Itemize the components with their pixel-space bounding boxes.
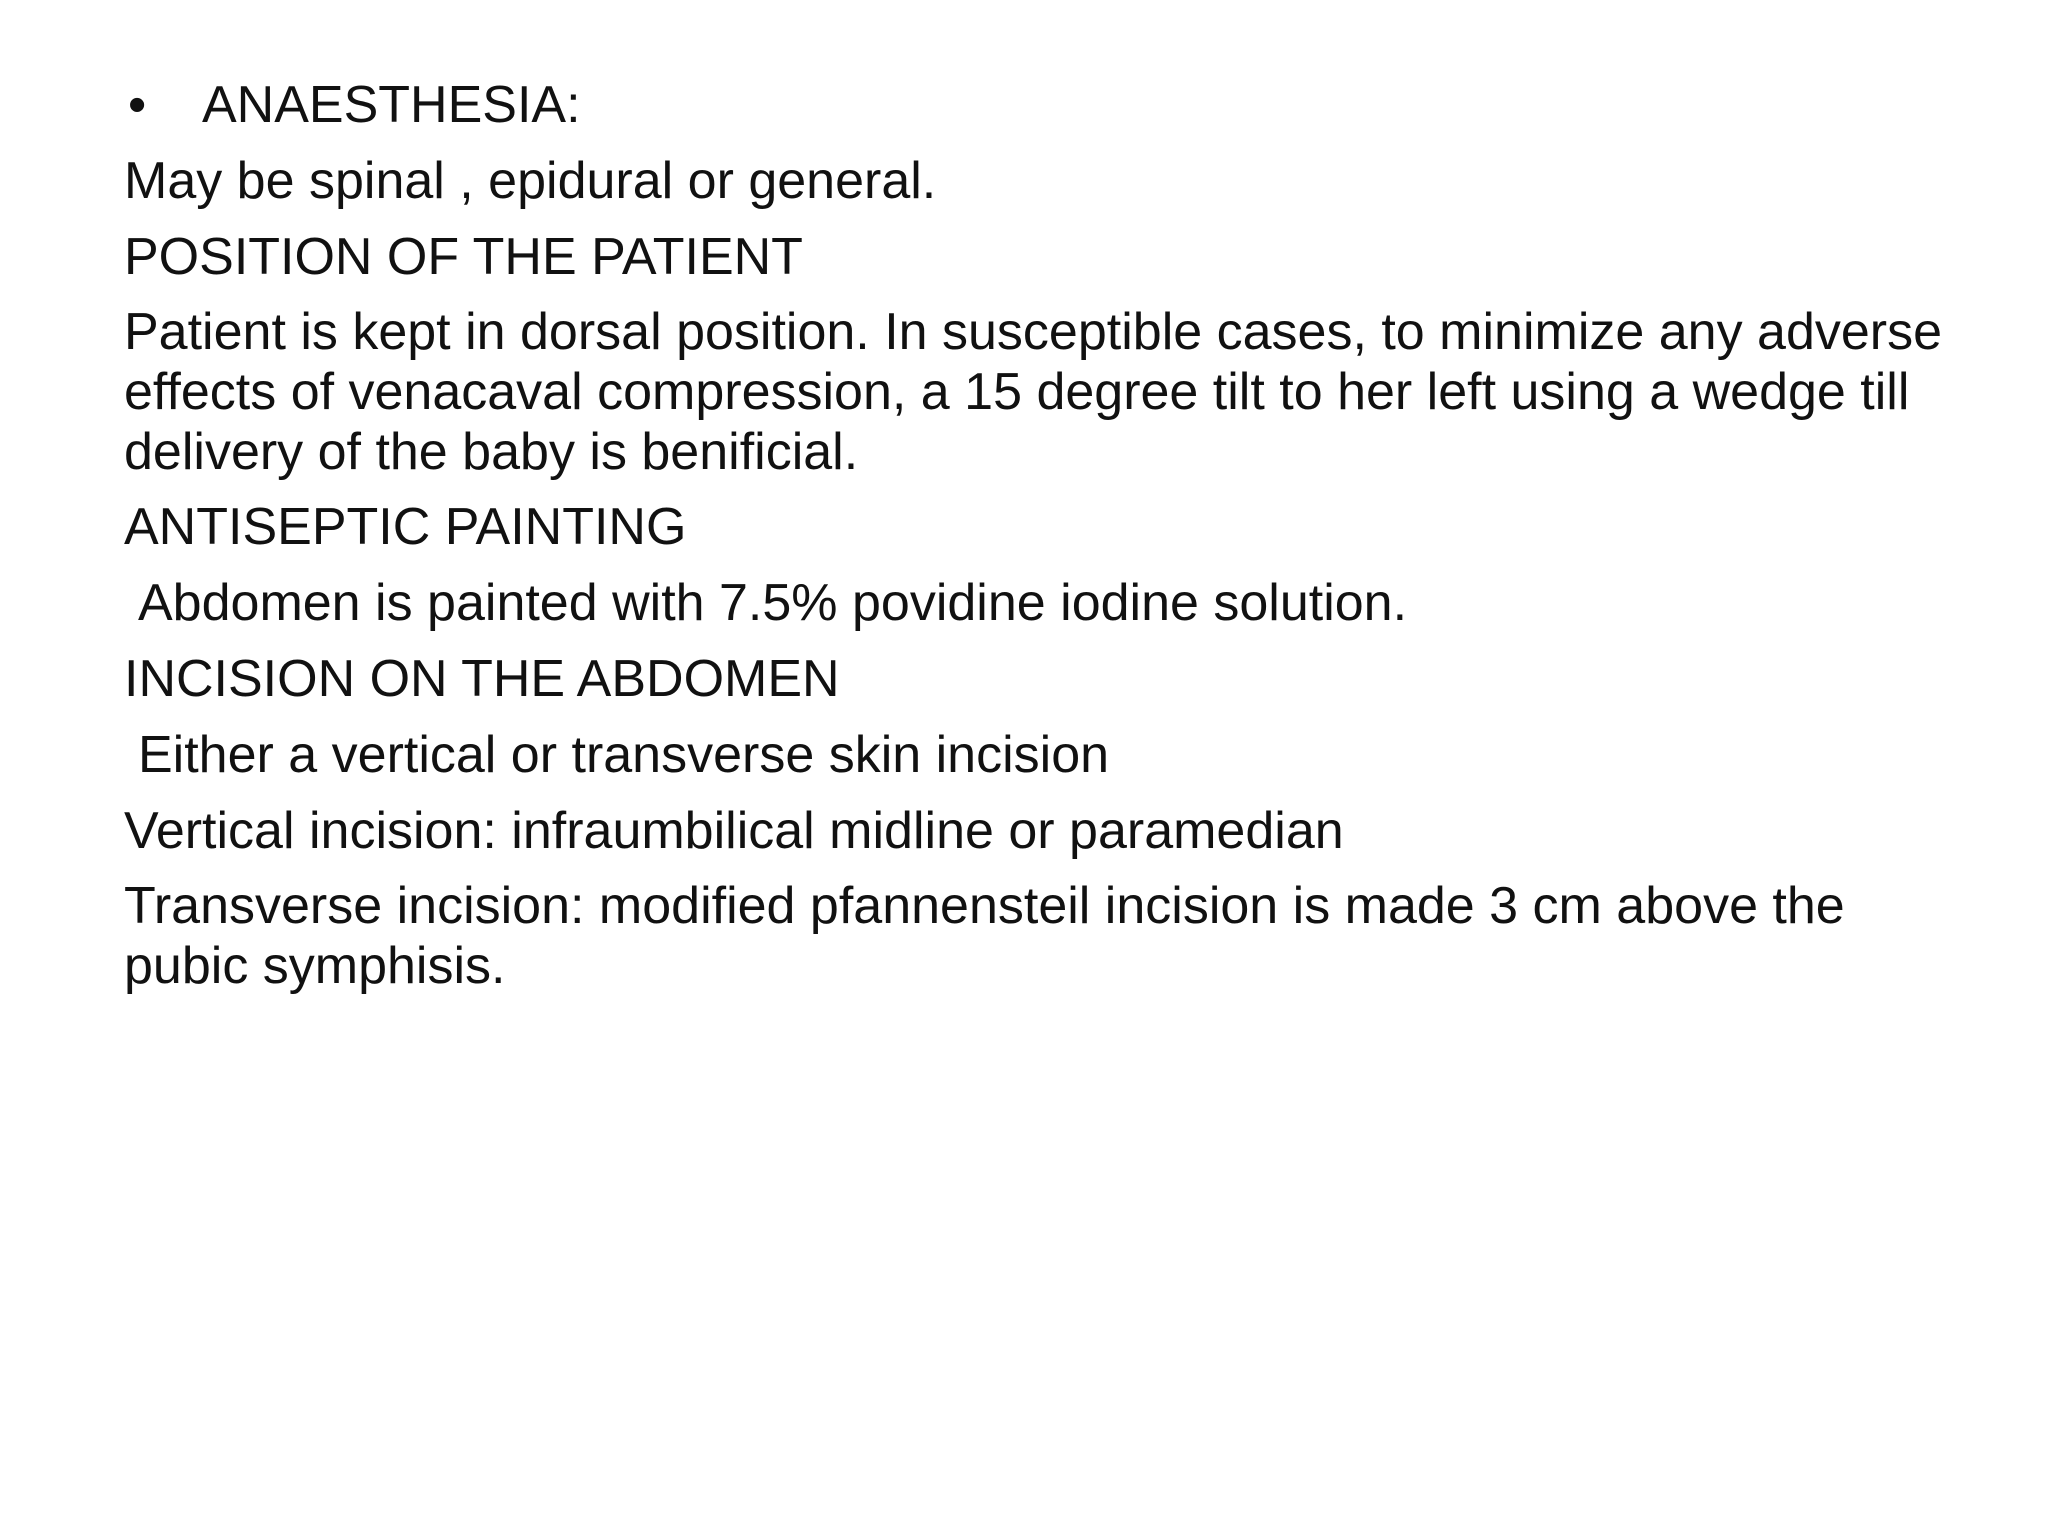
incision-text: Either a vertical or transverse skin incision	[138, 726, 1110, 784]
slide-content	[124, 74, 1954, 1010]
position-text: Patient is kept in dorsal position. In susceptible cases, to minimize any adverse effects of venacaval compression, a 15 degree tilt to her left using a wedge till delivery of the baby is benificial.	[124, 303, 1943, 481]
bullet-icon: •	[128, 76, 147, 134]
transverse-incision-text: Transverse incision: modified pfannensteil incision is made 3 cm above the pubic symphisis.	[124, 877, 1845, 995]
heading-anaesthesia: ANAESTHESIA:	[202, 76, 581, 134]
antiseptic-text: Abdomen is painted with 7.5% povidine iodine solution.	[138, 574, 1408, 632]
heading-antiseptic: ANTISEPTIC PAINTING	[124, 498, 687, 556]
heading-position: POSITION OF THE PATIENT	[124, 228, 803, 286]
bullet-item-anaesthesia	[124, 74, 1954, 136]
vertical-incision-text: Vertical incision: infraumbilical midline or paramedian	[124, 802, 1344, 860]
heading-incision: INCISION ON THE ABDOMEN	[124, 650, 840, 708]
anaesthesia-text: May be spinal , epidural or general.	[124, 152, 937, 210]
